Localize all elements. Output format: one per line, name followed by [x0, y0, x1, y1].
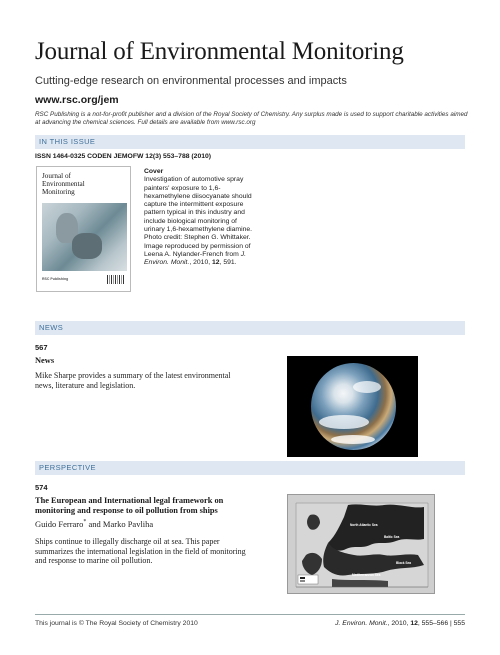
perspective-summary: Ships continue to illegally discharge oil at sea. This paper summarizes the international legislation in the field of monitoring and response to marine oil pollution. — [35, 537, 246, 566]
cover-photo — [42, 203, 127, 271]
journal-title: Journal of Environmental Monitoring — [35, 38, 404, 65]
footer-copyright: This journal is © The Royal Society of Chemistry 2010 — [35, 620, 198, 627]
news-summary: Mike Sharpe provides a summary of the latest environmental news, literature and legislation. — [35, 371, 231, 390]
earth-image — [287, 356, 418, 457]
perspective-title-link[interactable]: The European and International legal framework on monitoring and response to oil pollution from ships — [35, 496, 224, 515]
barcode-icon — [107, 275, 125, 284]
section-bar-perspective — [35, 461, 465, 475]
cover-citation-journal: J. Environ. Monit. — [144, 250, 247, 267]
footer-rule — [35, 614, 465, 615]
section-label: NEWS — [39, 323, 64, 332]
map-label: North Atlantic Sea — [350, 523, 378, 527]
section-label: IN THIS ISSUE — [39, 137, 96, 146]
journal-tagline: Cutting-edge research on environmental processes and impacts — [35, 75, 347, 87]
map-label: Mediterranean Sea — [352, 573, 381, 577]
cover-thumbnail[interactable] — [36, 166, 131, 292]
perspective-page-number: 574 — [35, 483, 48, 492]
cover-heading: Cover — [144, 168, 164, 175]
section-label: PERSPECTIVE — [39, 463, 96, 472]
journal-url-link[interactable]: www.rsc.org/jem — [35, 94, 119, 106]
publisher-disclaimer: RSC Publishing is a not-for-profit publisher and a division of the Royal Society of Chemistry. Any surplus made is used to support charitable activities aimed at advancing the chemical sciences. Full details are available from www.rsc.org — [35, 111, 468, 127]
rsc-logo: RSC Publishing — [42, 277, 69, 281]
perspective-authors: Guido Ferraro* and Marko Pavliha — [35, 519, 154, 529]
cover-description: Cover Investigation of automotive spray painters' exposure to 1,6-hexamethylene diisocyanate should capture the intermittent exposure pattern typical in this industry and include biological monitoring of urinary 1,6-hexamethylene diamine. Photo credit: Stephen G. Whittaker. Image reproduced by permission of Leena A. Nylander-French from J. Environ. Monit., 2010, 12, 591. — [144, 168, 253, 267]
footer-citation: J. Environ. Monit., 2010, 12, 555–566 | 555 — [335, 620, 465, 627]
cover-journal-title: Journal of Environmental Monitoring — [42, 172, 85, 196]
cover-text: Investigation of automotive spray painters' exposure to 1,6-hexamethylene diisocyanate should capture the intermittent exposure pattern typical in this industry and include biological monitoring of urinary 1,6-hexamethylene diamine. Photo credit: Stephen G. Whittaker. Image reproduced by permission of Leena A. Nylander-French from — [144, 176, 253, 258]
issn-line: ISSN 1464-0325 CODEN JEMOFW 12(3) 553–788 (2010) — [35, 153, 212, 160]
section-bar-in-this-issue — [35, 135, 465, 149]
map-label: Black Sea — [396, 561, 412, 565]
section-bar-news — [35, 321, 465, 335]
news-page-number: 567 — [35, 343, 48, 352]
europe-map-image — [287, 494, 435, 594]
news-title-link[interactable]: News — [35, 356, 55, 365]
map-label: Baltic Sea — [384, 535, 400, 539]
